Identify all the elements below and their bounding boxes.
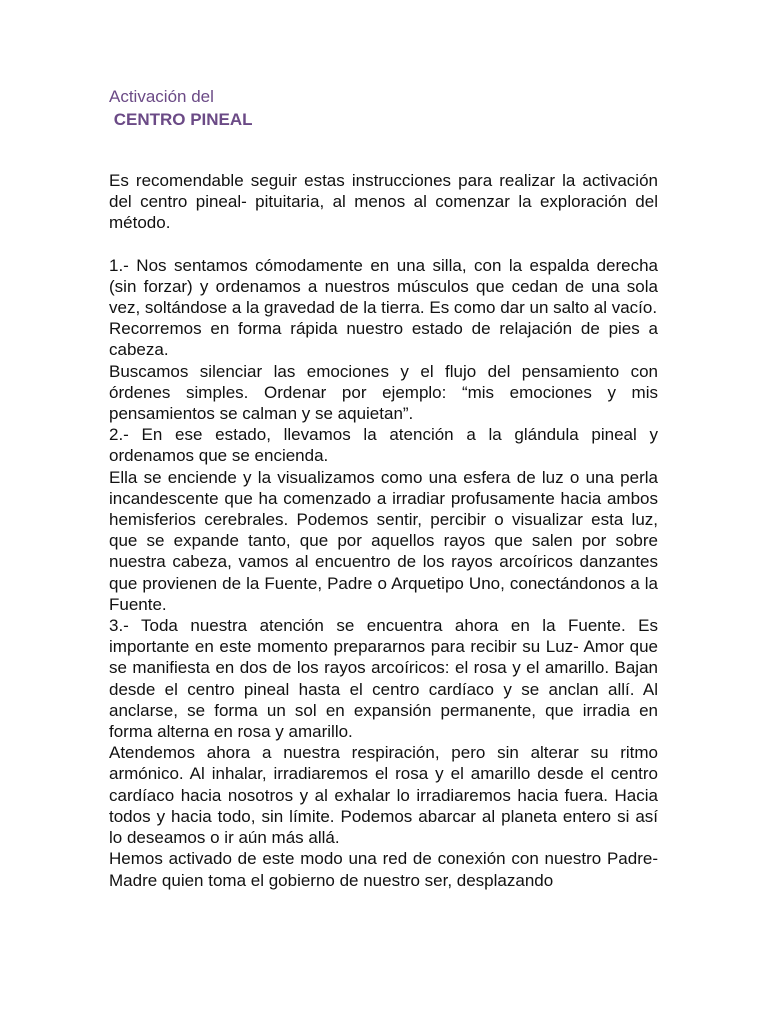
paragraph-breathing: Atendemos ahora a nuestra respiración, pero sin alterar su ritmo armónico. Al inhalar, irradiaremos el rosa y el amarillo desde el centro cardíaco hacia nosotros y al exhalar lo irradiaremos hacia fuera. Hacia todos y hacia todo, sin límite. Podemos abarcar al planeta entero si así lo deseamos o ir aún más allá. bbox=[109, 743, 658, 848]
paragraph-relaxation: Recorremos en forma rápida nuestro estado de relajación de pies a cabeza. bbox=[109, 319, 658, 360]
title-line-2: CENTRO PINEAL bbox=[109, 110, 253, 129]
paragraph-visualization: Ella se enciende y la visualizamos como una esfera de luz o una perla incandescente que ha comenzado a irradiar profusamente hacia ambos hemisferios cerebrales. Podemos sentir, percibir o visualizar esta luz, que se expande tanto, que por aquellos rayos que salen por sobre nuestra cabeza, vamos al encuentro de los rayos arcoíricos danzantes que provienen de la Fuente, Padre o Arquetipo Uno, conectándonos a la Fuente. bbox=[109, 467, 658, 614]
title-block bbox=[109, 85, 669, 131]
paragraph-network: Hemos activado de este modo una red de conexión con nuestro Padre- Madre quien toma el gobierno de nuestro ser, desplazando bbox=[109, 849, 658, 890]
paragraph-step-3: 3.- Toda nuestra atención se encuentra ahora en la Fuente. Es importante en este momento prepararnos para recibir su Luz- Amor que se manifiesta en dos de los rayos arcoíricos: el rosa y el amarillo. Bajan desde el centro pineal hasta el centro cardíaco y se anclan allí. Al anclarse, se forma un sol en expansión permanente, que irradia en forma alterna en rosa y amarillo. bbox=[109, 616, 658, 742]
paragraph-silence: Buscamos silenciar las emociones y el flujo del pensamiento con órdenes simples. Ordenar por ejemplo: “mis emociones y mis pensamientos se calman y se aquietan”. bbox=[109, 361, 658, 424]
title-line-1: Activación del bbox=[109, 87, 214, 106]
intro-paragraph: Es recomendable seguir estas instrucciones para realizar la activación del centro pineal- pituitaria, al menos al comenzar la exploración del método. bbox=[109, 171, 658, 233]
paragraph-step-2: 2.- En ese estado, llevamos la atención a la glándula pineal y ordenamos que se encienda. bbox=[109, 425, 658, 466]
paragraph-step-1: 1.- Nos sentamos cómodamente en una silla, con la espalda derecha (sin forzar) y ordenamos a nuestros músculos que cedan de una sola vez, soltándose a la gravedad de la tierra. Es como dar un salto al vacío. bbox=[109, 255, 658, 318]
body-text bbox=[109, 170, 658, 891]
